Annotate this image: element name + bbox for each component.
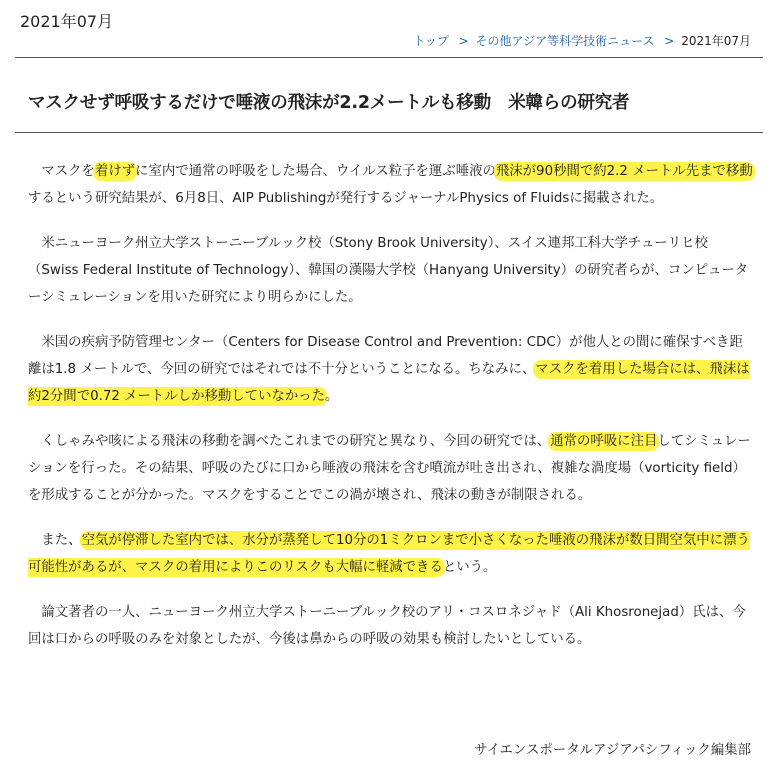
article-body (28, 158, 753, 671)
chevron-right-icon: > (664, 34, 675, 48)
article-paragraph-2: 米ニューヨーク州立大学ストーニーブルック校（Stony Brook University）、スイス連邦工科大学チューリヒ校（Swiss Federal Institute of Technology）、韓国の漢陽大学校（Hanyang University）の研究者らが、コンピューターシミュレーションを用いた研究により明らかにした。 (28, 236, 749, 305)
text-segment: という。 (442, 560, 497, 575)
highlighted-text: 着けず (94, 164, 136, 179)
page-date-heading: 2021年07月 (20, 12, 114, 31)
chevron-right-icon: > (458, 34, 469, 48)
text-segment: 。 (325, 389, 339, 404)
highlighted-text: 空気が停滞した室内では、水分が蒸発して10分の1ミクロンまで小さくなった唾液の飛沫が数日間空気中に漂う可能性があるが、マスクの着用によりこのリスクも大幅に軽減できる (28, 533, 750, 575)
text-segment: に室内で通常の呼吸をした場合、ウイルス粒子を運ぶ唾液の (135, 164, 496, 179)
article-paragraph-5 (28, 527, 753, 581)
article-paragraph-1 (28, 158, 753, 212)
header-divider (15, 57, 763, 58)
breadcrumb-section-link[interactable]: その他アジア等科学技術ニュース (475, 34, 655, 48)
article-paragraph-3 (28, 329, 753, 410)
article-credit: サイエンスポータルアジアパシフィック編集部 (474, 743, 751, 758)
breadcrumb-current: 2021年07月 (681, 34, 751, 48)
highlighted-text: 通常の呼吸に注目 (550, 434, 658, 449)
text-segment: してシミュレーションを行った。その結果、呼吸のたびに口から唾液の飛沫を含む噴流が吐き出され、複雑な渦度場（vorticity field）を形成することが分かった。マスクをすることでこの渦が壊され、飛沫の動きが制限される。 (28, 434, 751, 503)
title-divider (15, 132, 763, 133)
text-segment: くしゃみや咳による飛沫の移動を調べたこれまでの研究と異なり、今回の研究では、 (41, 434, 551, 449)
text-segment: また、 (41, 533, 82, 548)
highlighted-text: 飛沫が90秒間で約2.2 メートル先まで移動 (495, 164, 753, 179)
text-segment: マスクを (41, 164, 95, 179)
article-paragraph-4 (28, 428, 753, 509)
breadcrumb-home-link[interactable]: トップ (413, 34, 449, 48)
breadcrumb (413, 32, 751, 49)
article-title: マスクせず呼吸するだけで唾液の飛沫が2.2メートルも移動 米韓らの研究者 (28, 93, 630, 113)
article-paragraph-6: 論文著者の一人、ニューヨーク州立大学ストーニーブルック校のアリ・コスロネジャド（Ali Khosronejad）氏は、今回は口からの呼吸のみを対象としたが、今後は鼻からの呼吸の効果も検討したいとしている。 (28, 605, 746, 647)
text-segment: するという研究結果が、6月8日、AIP Publishingが発行するジャーナルPhysics of Fluidsに掲載された。 (28, 191, 664, 206)
highlighted-text: マスクを着用した場合には、飛沫は約2分間で0.72 メートルしか移動していなかった (28, 362, 750, 404)
text-segment: 米国の疾病予防管理センター（Centers for Disease Control and Prevention: CDC）が他人との間に確保すべき距離は1.8 メートルで、今回の研究ではそれでは不十分ということになる。ちなみに、 (28, 335, 743, 377)
